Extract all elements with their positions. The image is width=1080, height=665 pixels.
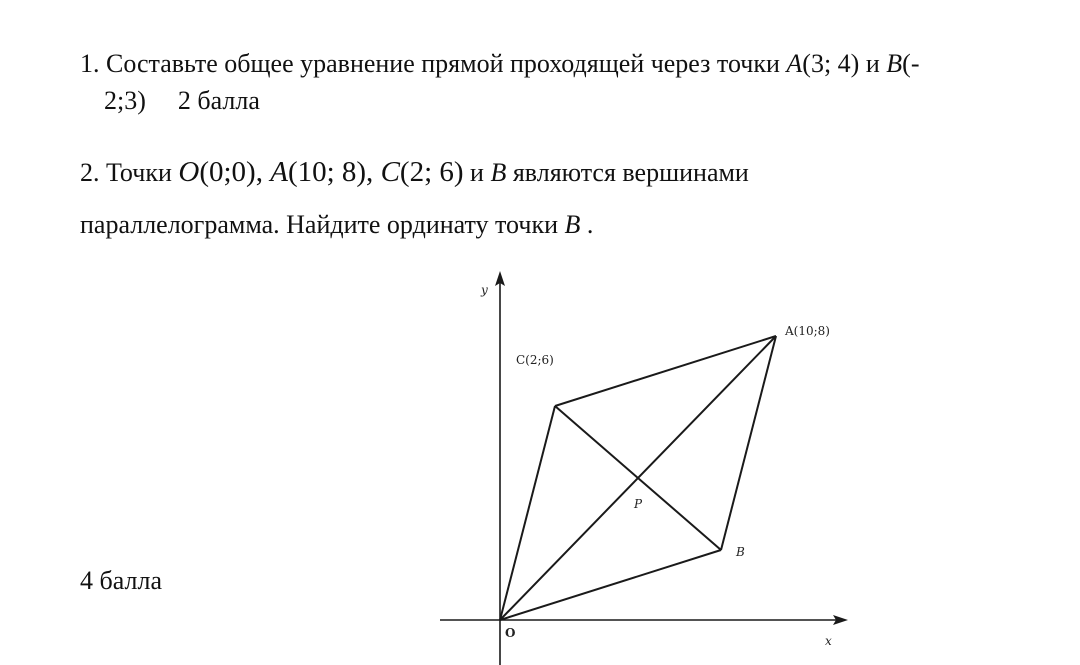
point-a-name-2: A	[270, 156, 288, 188]
problem-2-question: параллелограмма. Найдите ординату точки	[80, 210, 565, 239]
y-axis-label: y	[481, 283, 488, 297]
point-a-name: A	[786, 49, 803, 78]
problem-2-rest: являются вершинами	[506, 158, 749, 187]
point-p-label: P	[634, 497, 643, 511]
problem-2-prefix: 2. Точки	[80, 158, 179, 187]
point-a-coords-2: (10; 8),	[287, 156, 381, 188]
point-b-name: B	[886, 49, 903, 78]
point-b-open: (-	[902, 49, 920, 78]
point-c-coords: (2; 6)	[399, 156, 464, 188]
point-a-label: A(10;8)	[785, 324, 830, 338]
point-a-coords: (3; 4)	[802, 49, 860, 78]
point-o-coords: (0;0),	[199, 156, 271, 188]
problem-2-score: 4 балла	[80, 566, 162, 595]
conjunction: и	[859, 49, 887, 78]
point-c-name: C	[380, 156, 400, 188]
side-oc	[500, 406, 555, 620]
point-b-name-2: B	[490, 158, 507, 187]
problem-1-text: 1. Составьте общее уравнение прямой проходящей через точки	[80, 49, 787, 78]
point-b-label: B	[736, 545, 745, 559]
point-b-coords-end: 2;3)	[104, 86, 146, 115]
problem-1-score: 2 балла	[177, 86, 260, 115]
point-b-name-3: B	[564, 210, 581, 239]
and-word: и	[463, 158, 491, 187]
x-axis-label: x	[825, 634, 832, 648]
point-o-name: O	[178, 156, 200, 188]
side-ab	[721, 336, 776, 550]
problem-2-end: .	[580, 210, 594, 239]
origin-label: O	[505, 626, 516, 640]
point-c-label: C(2;6)	[516, 353, 554, 367]
diagonal-cb	[555, 406, 721, 550]
